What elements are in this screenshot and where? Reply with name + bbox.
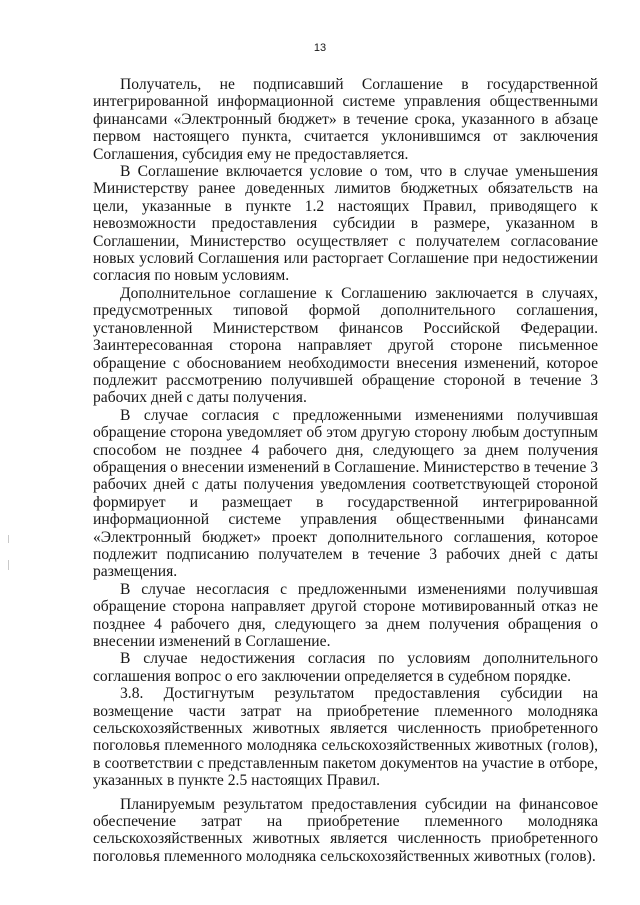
paragraph-3: Дополнительное соглашение к Соглашению заключается в случаях, предусмотренных типовой формой дополнительного соглашения, установленной Министерством финансов Российской Федерации. Заинтересованная сторона направляет другой стороне письменное обращение с обоснованием необходимости внесения изменений, которое подлежит рассмотрению получившей обращение стороной в течение 3 рабочих дней с даты получения. <box>93 284 598 407</box>
paragraph-2: В Соглашение включается условие о том, что в случае уменьшения Министерству ранее доведенных лимитов бюджетных обязательств на цели, указанные в пункте 1.2 настоящих Правил, приводящего к невозможности предоставления субсидии в размере, указанном в Соглашении, Министерство осуществляет с получателем согласование новых условий Соглашения или расторгает Соглашение при недостижении согласия по новым условиям. <box>93 163 598 285</box>
scan-edge-mark <box>8 535 9 543</box>
paragraph-7: 3.8. Достигнутым результатом предоставления субсидии на возмещение части затрат на приобретение племенного молодняка сельскохозяйственных животных является численность приобретенного поголовья племенного молодняка сельскохозяйственных животных (голов), в соответствии с представленным пакетом документов на участие в отборе, указанных в пункте 2.5 настоящих Правил. <box>93 685 598 790</box>
body-text <box>93 76 598 865</box>
scan-edge-mark <box>8 560 9 570</box>
paragraph-8: Планируемым результатом предоставления субсидии на финансовое обеспечение затрат на приобретение племенного молодняка сельскохозяйственных животных является численность приобретенного поголовья племенного молодняка сельскохозяйственных животных (голов). <box>93 795 598 865</box>
paragraph-5: В случае несогласия с предложенными изменениями получившая обращение сторона направляет другой стороне мотивированный отказ не позднее 4 рабочего дня, следующего за днем получения обращения о внесении изменений в Соглашение. <box>93 580 598 650</box>
page-number: 13 <box>313 42 327 54</box>
paragraph-6: В случае недостижения согласия по условиям дополнительного соглашения вопрос о его заключении определяется в судебном порядке. <box>93 650 598 685</box>
paragraph-1: Получатель, не подписавший Соглашение в государственной интегрированной информационной системе управления общественными финансами «Электронный бюджет» в течение срока, указанного в абзаце первом настоящего пункта, считается уклонившимся от заключения Соглашения, субсидия ему не предоставляется. <box>93 76 598 163</box>
paragraph-4: В случае согласия с предложенными изменениями получившая обращение сторона уведомляет об этом другую сторону любым доступным способом не позднее 4 рабочего дня, следующего за днем получения обращения о внесении изменений в Соглашение. Министерство в течение 3 рабочих дней с даты получения уведомления соответствующей стороной формирует и размещает в государственной интегрированной информационной системе управления общественными финансами «Электронный бюджет» проект дополнительного соглашения, которое подлежит подписанию получателем в течение 3 рабочих дней с даты размещения. <box>93 406 598 581</box>
